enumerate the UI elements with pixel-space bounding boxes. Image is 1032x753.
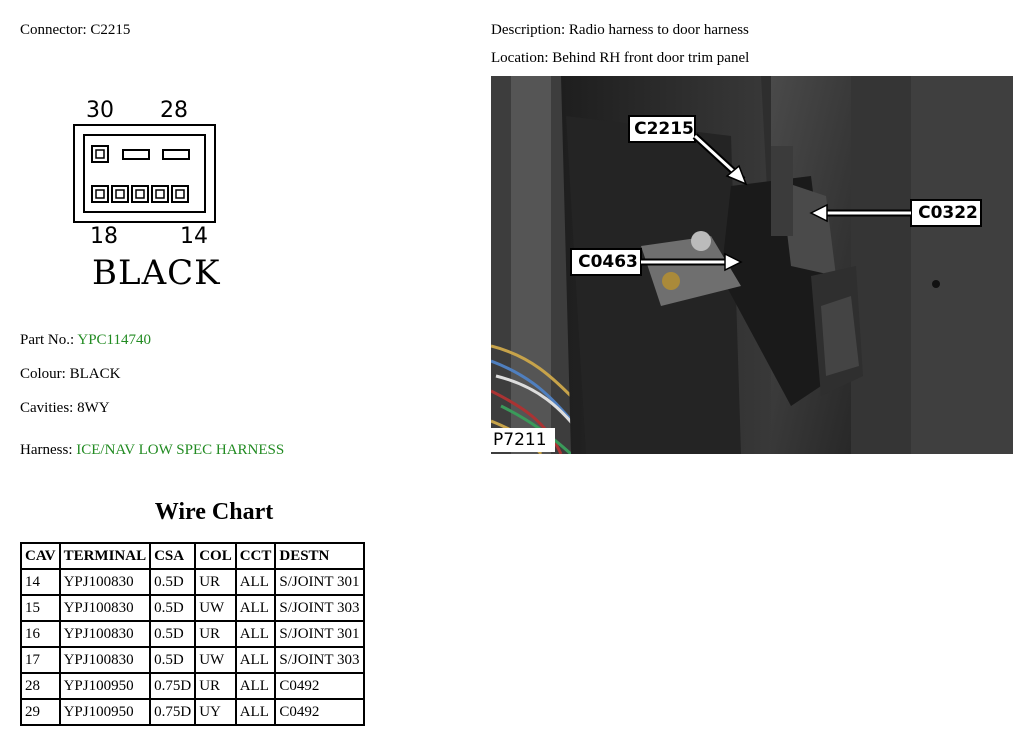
harness-link[interactable]: ICE/NAV LOW SPEC HARNESS bbox=[76, 442, 285, 458]
header-cav: CAV bbox=[21, 543, 60, 569]
connector-diagram bbox=[60, 95, 240, 295]
cell-cav: 17 bbox=[21, 647, 60, 673]
cell-terminal: YPJ100830 bbox=[60, 595, 151, 621]
table-row bbox=[21, 699, 364, 725]
header-destn: DESTN bbox=[275, 543, 363, 569]
location-label: Location: bbox=[491, 50, 549, 66]
connector-colour-label: BLACK bbox=[92, 253, 221, 293]
cell-terminal: YPJ100830 bbox=[60, 621, 151, 647]
cell-csa: 0.75D bbox=[150, 673, 195, 699]
cell-col: UR bbox=[195, 673, 236, 699]
colour-label: Colour: bbox=[20, 366, 66, 382]
pin-number-top-left: 30 bbox=[86, 98, 114, 123]
cell-cav: 16 bbox=[21, 621, 60, 647]
table-row bbox=[21, 621, 364, 647]
cell-destn: S/JOINT 303 bbox=[275, 647, 363, 673]
pin-number-top-right: 28 bbox=[160, 98, 188, 123]
table-row bbox=[21, 647, 364, 673]
cell-terminal: YPJ100830 bbox=[60, 647, 151, 673]
cell-cav: 14 bbox=[21, 569, 60, 595]
wire-chart-title: Wire Chart bbox=[154, 499, 274, 525]
cell-cct: ALL bbox=[236, 699, 276, 725]
header-csa: CSA bbox=[150, 543, 195, 569]
header-cct: CCT bbox=[236, 543, 276, 569]
connector-value: C2215 bbox=[90, 22, 131, 38]
header-terminal: TERMINAL bbox=[60, 543, 151, 569]
part-no-link[interactable]: YPC114740 bbox=[77, 332, 151, 348]
cell-cav: 28 bbox=[21, 673, 60, 699]
cavities-label: Cavities: bbox=[20, 400, 74, 416]
cell-terminal: YPJ100950 bbox=[60, 699, 151, 725]
cell-col: UW bbox=[195, 647, 236, 673]
cell-destn: S/JOINT 301 bbox=[275, 621, 363, 647]
cell-csa: 0.75D bbox=[150, 699, 195, 725]
cell-csa: 0.5D bbox=[150, 569, 195, 595]
cell-cav: 29 bbox=[21, 699, 60, 725]
description-label: Description: bbox=[491, 22, 566, 38]
colour-value: BLACK bbox=[69, 366, 121, 382]
description-value: Radio harness to door harness bbox=[568, 22, 749, 38]
cell-col: UR bbox=[195, 621, 236, 647]
callout-c0322: C0322 bbox=[918, 203, 978, 223]
callout-c0463: C0463 bbox=[578, 252, 638, 272]
part-no-label: Part No.: bbox=[20, 332, 75, 348]
wire-chart-header-row bbox=[21, 543, 364, 569]
harness-line bbox=[20, 441, 284, 459]
cell-col: UR bbox=[195, 569, 236, 595]
colour-line bbox=[20, 365, 120, 383]
pin-number-bottom-left: 18 bbox=[90, 224, 118, 249]
cell-cct: ALL bbox=[236, 569, 276, 595]
cell-destn: C0492 bbox=[275, 673, 363, 699]
location-photo bbox=[491, 76, 1013, 454]
location-line bbox=[491, 49, 749, 67]
pin-number-bottom-right: 14 bbox=[180, 224, 208, 249]
cell-destn: S/JOINT 303 bbox=[275, 595, 363, 621]
table-row bbox=[21, 595, 364, 621]
cell-col: UY bbox=[195, 699, 236, 725]
connector-label: Connector: bbox=[20, 22, 87, 38]
cell-csa: 0.5D bbox=[150, 647, 195, 673]
cell-cav: 15 bbox=[21, 595, 60, 621]
table-row bbox=[21, 673, 364, 699]
header-col: COL bbox=[195, 543, 236, 569]
cavities-value: 8WY bbox=[77, 400, 110, 416]
cell-col: UW bbox=[195, 595, 236, 621]
photo-ref: P7211 bbox=[493, 430, 547, 450]
callout-c2215: C2215 bbox=[634, 119, 694, 139]
connector-line bbox=[20, 21, 130, 39]
harness-label: Harness: bbox=[20, 442, 73, 458]
photo-illustration bbox=[491, 76, 1013, 454]
table-row bbox=[21, 569, 364, 595]
cell-cct: ALL bbox=[236, 673, 276, 699]
cell-terminal: YPJ100830 bbox=[60, 569, 151, 595]
wire-chart-table bbox=[20, 542, 365, 726]
cell-destn: C0492 bbox=[275, 699, 363, 725]
cavities-line bbox=[20, 399, 110, 417]
cell-terminal: YPJ100950 bbox=[60, 673, 151, 699]
cell-csa: 0.5D bbox=[150, 621, 195, 647]
location-value: Behind RH front door trim panel bbox=[552, 50, 750, 66]
description-line bbox=[491, 21, 749, 39]
cell-cct: ALL bbox=[236, 595, 276, 621]
cell-cct: ALL bbox=[236, 621, 276, 647]
cell-csa: 0.5D bbox=[150, 595, 195, 621]
cell-destn: S/JOINT 301 bbox=[275, 569, 363, 595]
cell-cct: ALL bbox=[236, 647, 276, 673]
part-no-line bbox=[20, 331, 151, 349]
